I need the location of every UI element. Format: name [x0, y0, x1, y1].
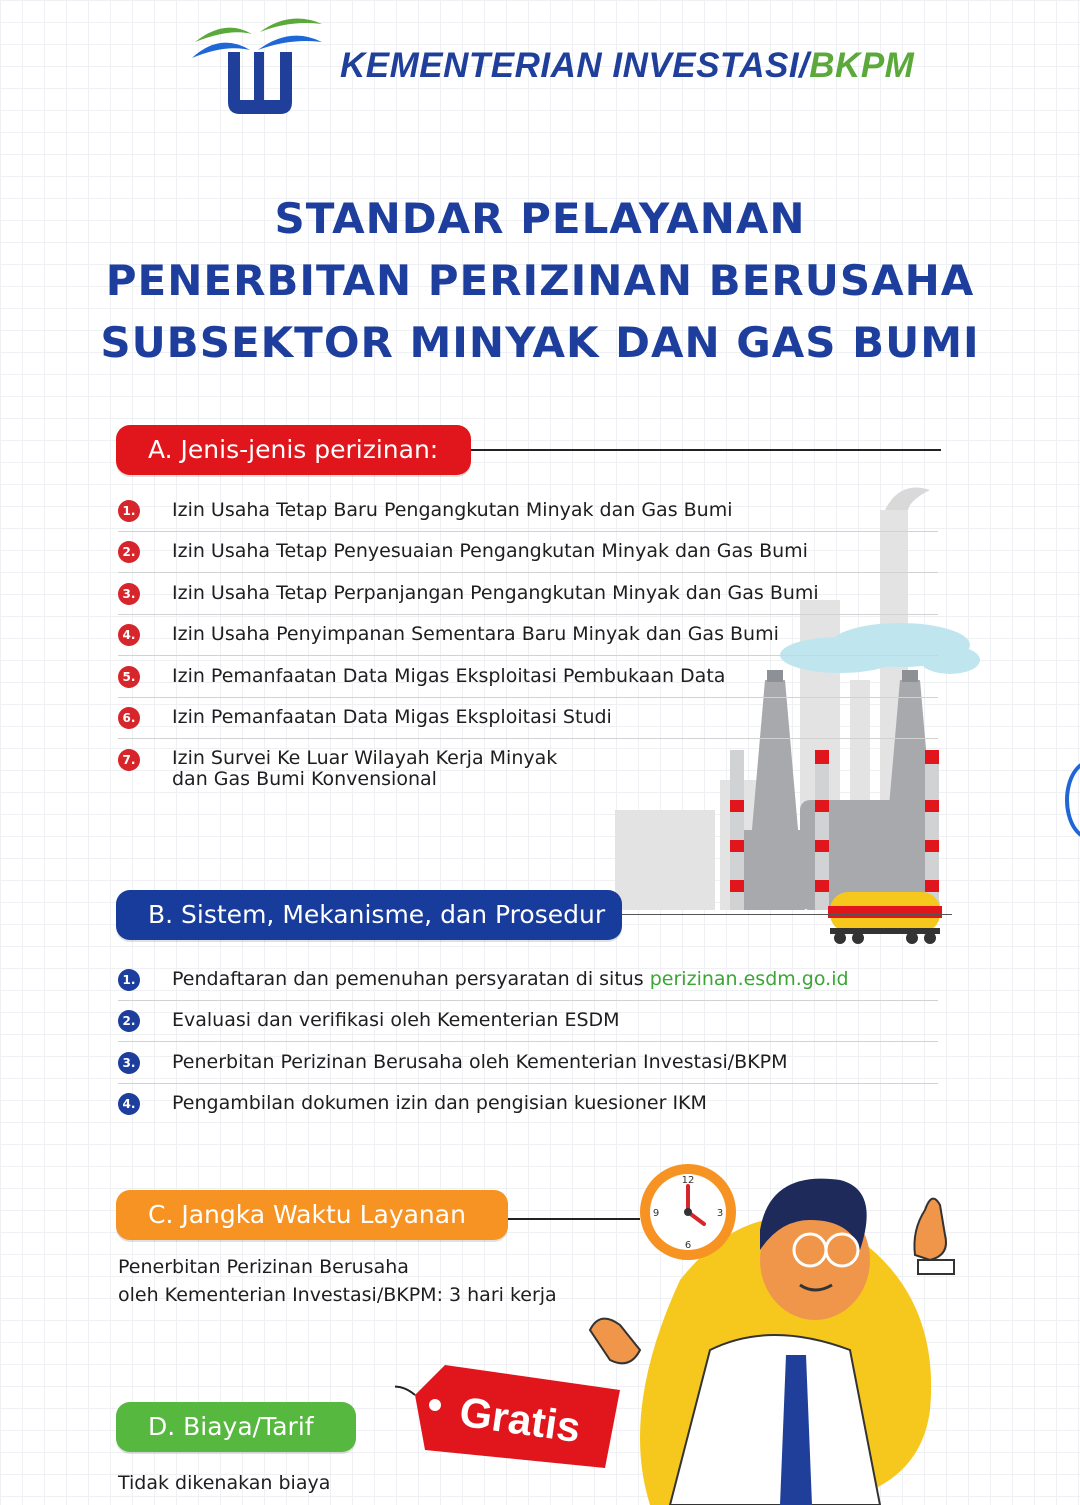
ministry-logo-icon	[190, 10, 325, 120]
item-text	[172, 748, 557, 790]
price-tag-icon	[395, 1350, 625, 1470]
item-text-main: Pendaftaran dan pemenuhan persyaratan di situs	[172, 968, 650, 990]
list-item	[118, 490, 938, 532]
item-text: Pengambilan dokumen izin dan pengisian kuesioner IKM	[172, 1092, 707, 1114]
list-item	[118, 656, 938, 698]
list-item	[118, 739, 618, 799]
clock-icon	[638, 1162, 738, 1262]
floating-side-button[interactable]	[1065, 760, 1080, 840]
item-text: Izin Usaha Tetap Perpanjangan Pengangkutan Minyak dan Gas Bumi	[172, 582, 819, 604]
item-text: Izin Pemanfaatan Data Migas Eksploitasi Pembukaan Data	[172, 665, 726, 687]
item-number: 2.	[118, 1010, 140, 1032]
list-item	[118, 1042, 938, 1084]
section-d-heading: D. Biaya/Tarif	[116, 1402, 356, 1452]
clock-num-6: 6	[684, 1240, 692, 1251]
clock-num-9: 9	[652, 1208, 660, 1219]
organization-name	[340, 46, 914, 86]
service-duration-line-1: Penerbitan Perizinan Berusaha	[118, 1256, 409, 1278]
service-duration-line-2: oleh Kementerian Investasi/BKPM: 3 hari kerja	[118, 1284, 557, 1306]
section-a-divider	[471, 449, 941, 451]
org-name-main: KEMENTERIAN INVESTASI/	[340, 46, 810, 85]
item-text: Izin Usaha Tetap Baru Pengangkutan Minyak dan Gas Bumi	[172, 499, 733, 521]
item-text: Evaluasi dan verifikasi oleh Kementerian ESDM	[172, 1009, 620, 1031]
item-number: 5.	[118, 666, 140, 688]
gratis-label: Gratis	[456, 1387, 584, 1452]
cost-note: Tidak dikenakan biaya	[118, 1472, 331, 1494]
list-item	[118, 1000, 938, 1042]
item-text: Penerbitan Perizinan Berusaha oleh Kementerian Investasi/BKPM	[172, 1051, 788, 1073]
list-item	[118, 614, 938, 656]
list-item	[118, 1083, 938, 1124]
item-text-line-2: dan Gas Bumi Konvensional	[172, 768, 437, 790]
item-number: 7.	[118, 749, 140, 771]
list-item	[118, 697, 938, 739]
item-text: Izin Usaha Tetap Penyesuaian Pengangkutan Minyak dan Gas Bumi	[172, 540, 808, 562]
item-number: 3.	[118, 583, 140, 605]
section-c-divider	[508, 1218, 640, 1220]
item-text	[172, 968, 849, 990]
list-item	[118, 573, 938, 615]
section-c-heading: C. Jangka Waktu Layanan	[116, 1190, 508, 1240]
item-number: 4.	[118, 624, 140, 646]
section-a-heading: A. Jenis-jenis perizinan:	[116, 425, 471, 475]
title-line-1: STANDAR PELAYANAN	[274, 194, 806, 243]
item-number: 2.	[118, 541, 140, 563]
page-title	[0, 188, 1080, 374]
section-b-divider	[622, 914, 952, 915]
item-number: 1.	[118, 500, 140, 522]
title-line-3: SUBSEKTOR MINYAK DAN GAS BUMI	[100, 318, 980, 367]
item-text-line-1: Izin Survei Ke Luar Wilayah Kerja Minyak	[172, 747, 558, 769]
title-line-2: PENERBITAN PERIZINAN BERUSAHA	[105, 256, 975, 305]
clock-num-3: 3	[716, 1208, 724, 1219]
item-number: 3.	[118, 1052, 140, 1074]
item-text: Izin Pemanfaatan Data Migas Eksploitasi Studi	[172, 706, 612, 728]
section-b-heading: B. Sistem, Mekanisme, dan Prosedur	[116, 890, 622, 940]
org-name-accent: BKPM	[809, 46, 915, 85]
item-number: 1.	[118, 969, 140, 991]
list-item	[118, 959, 938, 1001]
website-link[interactable]: perizinan.esdm.go.id	[649, 968, 849, 990]
item-number: 4.	[118, 1093, 140, 1115]
item-number: 6.	[118, 707, 140, 729]
list-item	[118, 531, 938, 573]
clock-num-12: 12	[681, 1175, 695, 1186]
item-text: Izin Usaha Penyimpanan Sementara Baru Minyak dan Gas Bumi	[172, 623, 779, 645]
